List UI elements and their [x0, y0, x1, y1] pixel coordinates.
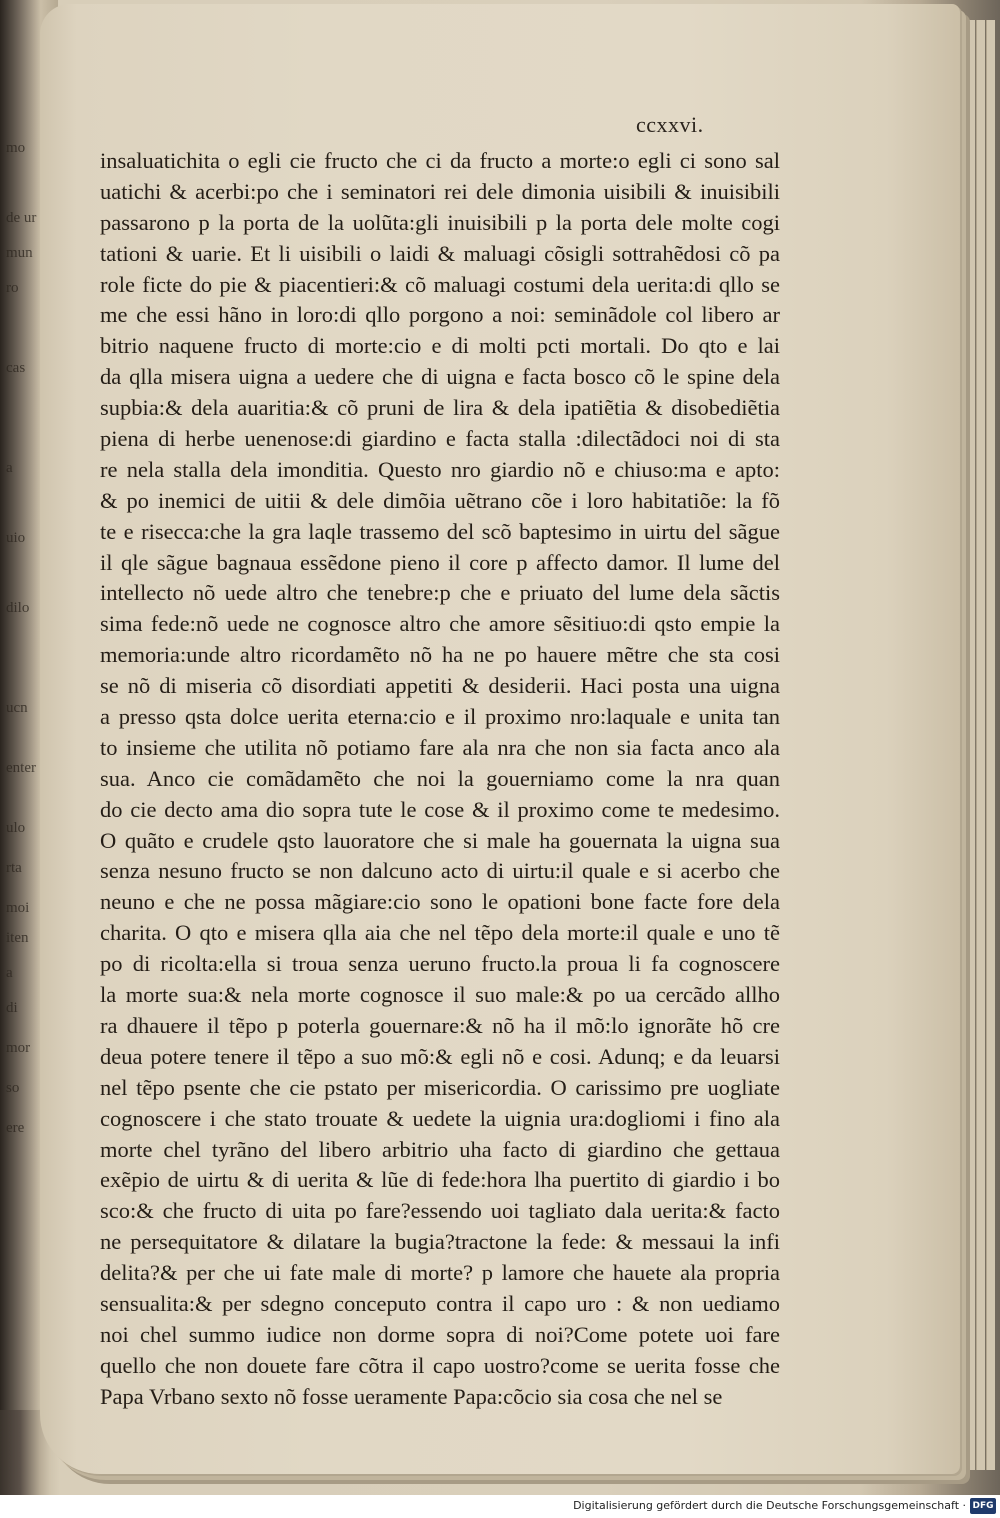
left-page-fragment: a [6, 460, 13, 476]
left-page-fragment: ro [6, 280, 19, 296]
left-page-fragment: rta [6, 860, 22, 876]
text-line: ra dhauere il tẽpo p poterla gouernare:& nõ ha il mõ:lo ignorãte hõ cre [100, 1012, 780, 1038]
text-line: neuno e che ne possa mãgiare:cio sono le opationi bone facte fore dela [100, 889, 780, 915]
text-line: noi chel summo iudice non dorme sopra di noi?Come potete uoi fare [100, 1321, 780, 1347]
left-page-fragment: so [6, 1080, 20, 1096]
folio-number: ccxxvi. [636, 112, 704, 137]
text-line: uatichi & acerbi:po che i seminatori rei dele dimonia uisibili & inuisibili [100, 178, 780, 204]
text-line: passarono p la porta de la uolũta:gli inuisibili p la porta dele molte cogi [100, 209, 780, 235]
text-line: intellecto nõ uede altro che tenebre:p che e priuato del lume dela sãctis [100, 580, 780, 606]
text-line: ne persequitatore & dilatare la bugia?tractone la fede: & messaui la infi [100, 1229, 780, 1255]
text-line: re nela stalla dela imonditia. Questo nro giardio nõ e chiuso:ma e apto: [100, 456, 780, 482]
text-line: quello che non douete fare cõtra il capo uostro?come se uerita fosse che [100, 1352, 780, 1378]
text-line: la morte sua:& nela morte cognosce il suo male:& po ua cercãdo allho [100, 982, 780, 1008]
text-line: se nõ di miseria cõ disordiati appetiti & desiderii. Haci posta una uigna [100, 673, 780, 699]
text-line: te e risecca:che la gra laqle trassemo del scõ baptesimo in uirtu del sãgue [100, 518, 780, 544]
left-page-fragment: mor [6, 1040, 31, 1056]
left-page-fragment: ulo [6, 820, 26, 836]
page-fore-edge [976, 20, 985, 1470]
text-line: sua. Anco cie comãdamẽto che noi la gouerniamo come la nra quan [100, 765, 780, 791]
text-block [100, 146, 780, 1413]
text-line: cognoscere i che stato trouate & uedete la uignia ura:dogliomi i fino ala [100, 1105, 780, 1131]
left-page-fragment: di [6, 1000, 18, 1016]
page-fore-edge [966, 20, 975, 1470]
text-line: role ficte do pie & piacentieri:& cõ maluagi costumi dela uerita:di qllo se [100, 271, 780, 297]
text-line: nel tẽpo psente che cie pstato per misericordia. O carissimo pre uogliate [100, 1074, 780, 1100]
page-fore-edge [986, 20, 995, 1470]
text-line: delita?& per che ui fate male di morte? p lamore che hauete ala propria [100, 1260, 780, 1286]
left-page-fragment: uio [6, 530, 26, 546]
left-page-fragment: mo [6, 140, 26, 156]
footer-bar [0, 1495, 1000, 1518]
dfg-logo: DFG [970, 1498, 996, 1514]
left-page-fragment: enter [6, 760, 36, 776]
text-line: a presso qsta dolce uerita eterna:cio e il proximo nro:laquale e unita tan [100, 704, 780, 730]
left-page-fragment: ere [6, 1120, 25, 1136]
left-page-fragment: ucn [6, 700, 28, 716]
text-line: senza nesuno fructo se non dalcuno acto di uirtu:il quale e si acerbo che [100, 858, 780, 884]
text-line: tationi & uarie. Et li uisibili o laidi & maluagi cõsigli sottrahẽdosi cõ pa [100, 240, 780, 266]
text-line: insaluatichita o egli cie fructo che ci da fructo a morte:o egli ci sono sal [100, 148, 780, 173]
text-line: sensualita:& per sdegno conceputo contra il capo uro : & non uediamo [100, 1290, 780, 1316]
text-line: po di ricolta:ella si troua senza ueruno fructo.la proua li fa cognoscere [100, 951, 780, 977]
text-line: bitrio naquene fructo di morte:cio e di molti pcti mortali. Do qto e lai [100, 333, 780, 359]
left-page-fragment: de ur [6, 210, 37, 226]
left-page-fragment: moi [6, 900, 30, 916]
text-line: supbia:& dela auaritia:& cõ pruni de lira & dela ipatiẽtia & disobediẽtia [100, 395, 780, 421]
left-page-fragment: a [6, 965, 13, 981]
left-page-fragment: iten [6, 930, 29, 946]
footer-credit: Digitalisierung gefördert durch die Deutsche Forschungsgemeinschaft · [573, 1499, 966, 1512]
left-page-fragment: dilo [6, 600, 30, 616]
text-line: sima fede:nõ uede ne cognosce altro che amore sẽsitiuo:di qsto empie la [100, 611, 780, 637]
left-page-fragment: cas [6, 360, 26, 376]
text-line: to insieme che utilita nõ potiamo fare ala nra che non sia facta anco ala [100, 734, 780, 760]
text-line: & po inemici de uitii & dele dimõia uẽtrano cõe i loro habitatiõe: la fõ [100, 487, 780, 513]
text-line: charita. O qto e misera qlla aia che nel tẽpo dela morte:il quale e uno tẽ [100, 920, 780, 946]
text-line: me che essi hãno in loro:di qllo porgono a noi: seminãdole col libero ar [100, 302, 780, 328]
text-line: deua potere tenere il tẽpo a suo mõ:& egli nõ e cosi. Adunq; e da leuarsi [100, 1043, 780, 1069]
text-line: il qle sãgue bagnaua essẽdone pieno il core p affecto damor. Il lume del [100, 549, 780, 575]
text-line: morte chel tyrãno del libero arbitrio uha facto di giardino che gettaua [100, 1136, 780, 1162]
text-line: Papa Vrbano sexto nõ fosse ueramente Papa:cõcio sia cosa che nel se [100, 1383, 723, 1409]
text-line: da qlla misera uigna a uedere che di uigna e facta bosco cõ le spine dela [100, 364, 780, 390]
left-page-fragment: mun [6, 245, 33, 261]
text-line: piena di herbe uenenose:di giardino e facta stalla :dilectãdoci noi di sta [100, 426, 780, 452]
text-line: memoria:unde altro ricordamẽto nõ ha ne po hauere mẽtre che sta cosi [100, 642, 780, 668]
text-line: O quãto e crudele qsto lauoratore che si male ha gouernata la uigna sua [100, 827, 780, 853]
text-line: sco:& che fructo di uita po fare?essendo uoi tagliato dala uerita:& facto [100, 1198, 780, 1224]
text-line: exẽpio de uirtu & di uerita & lũe di fede:hora lha puertito di giardio i bo [100, 1167, 780, 1193]
text-line: do cie decto ama dio sopra tute le cose & il proximo come te medesimo. [100, 796, 780, 822]
